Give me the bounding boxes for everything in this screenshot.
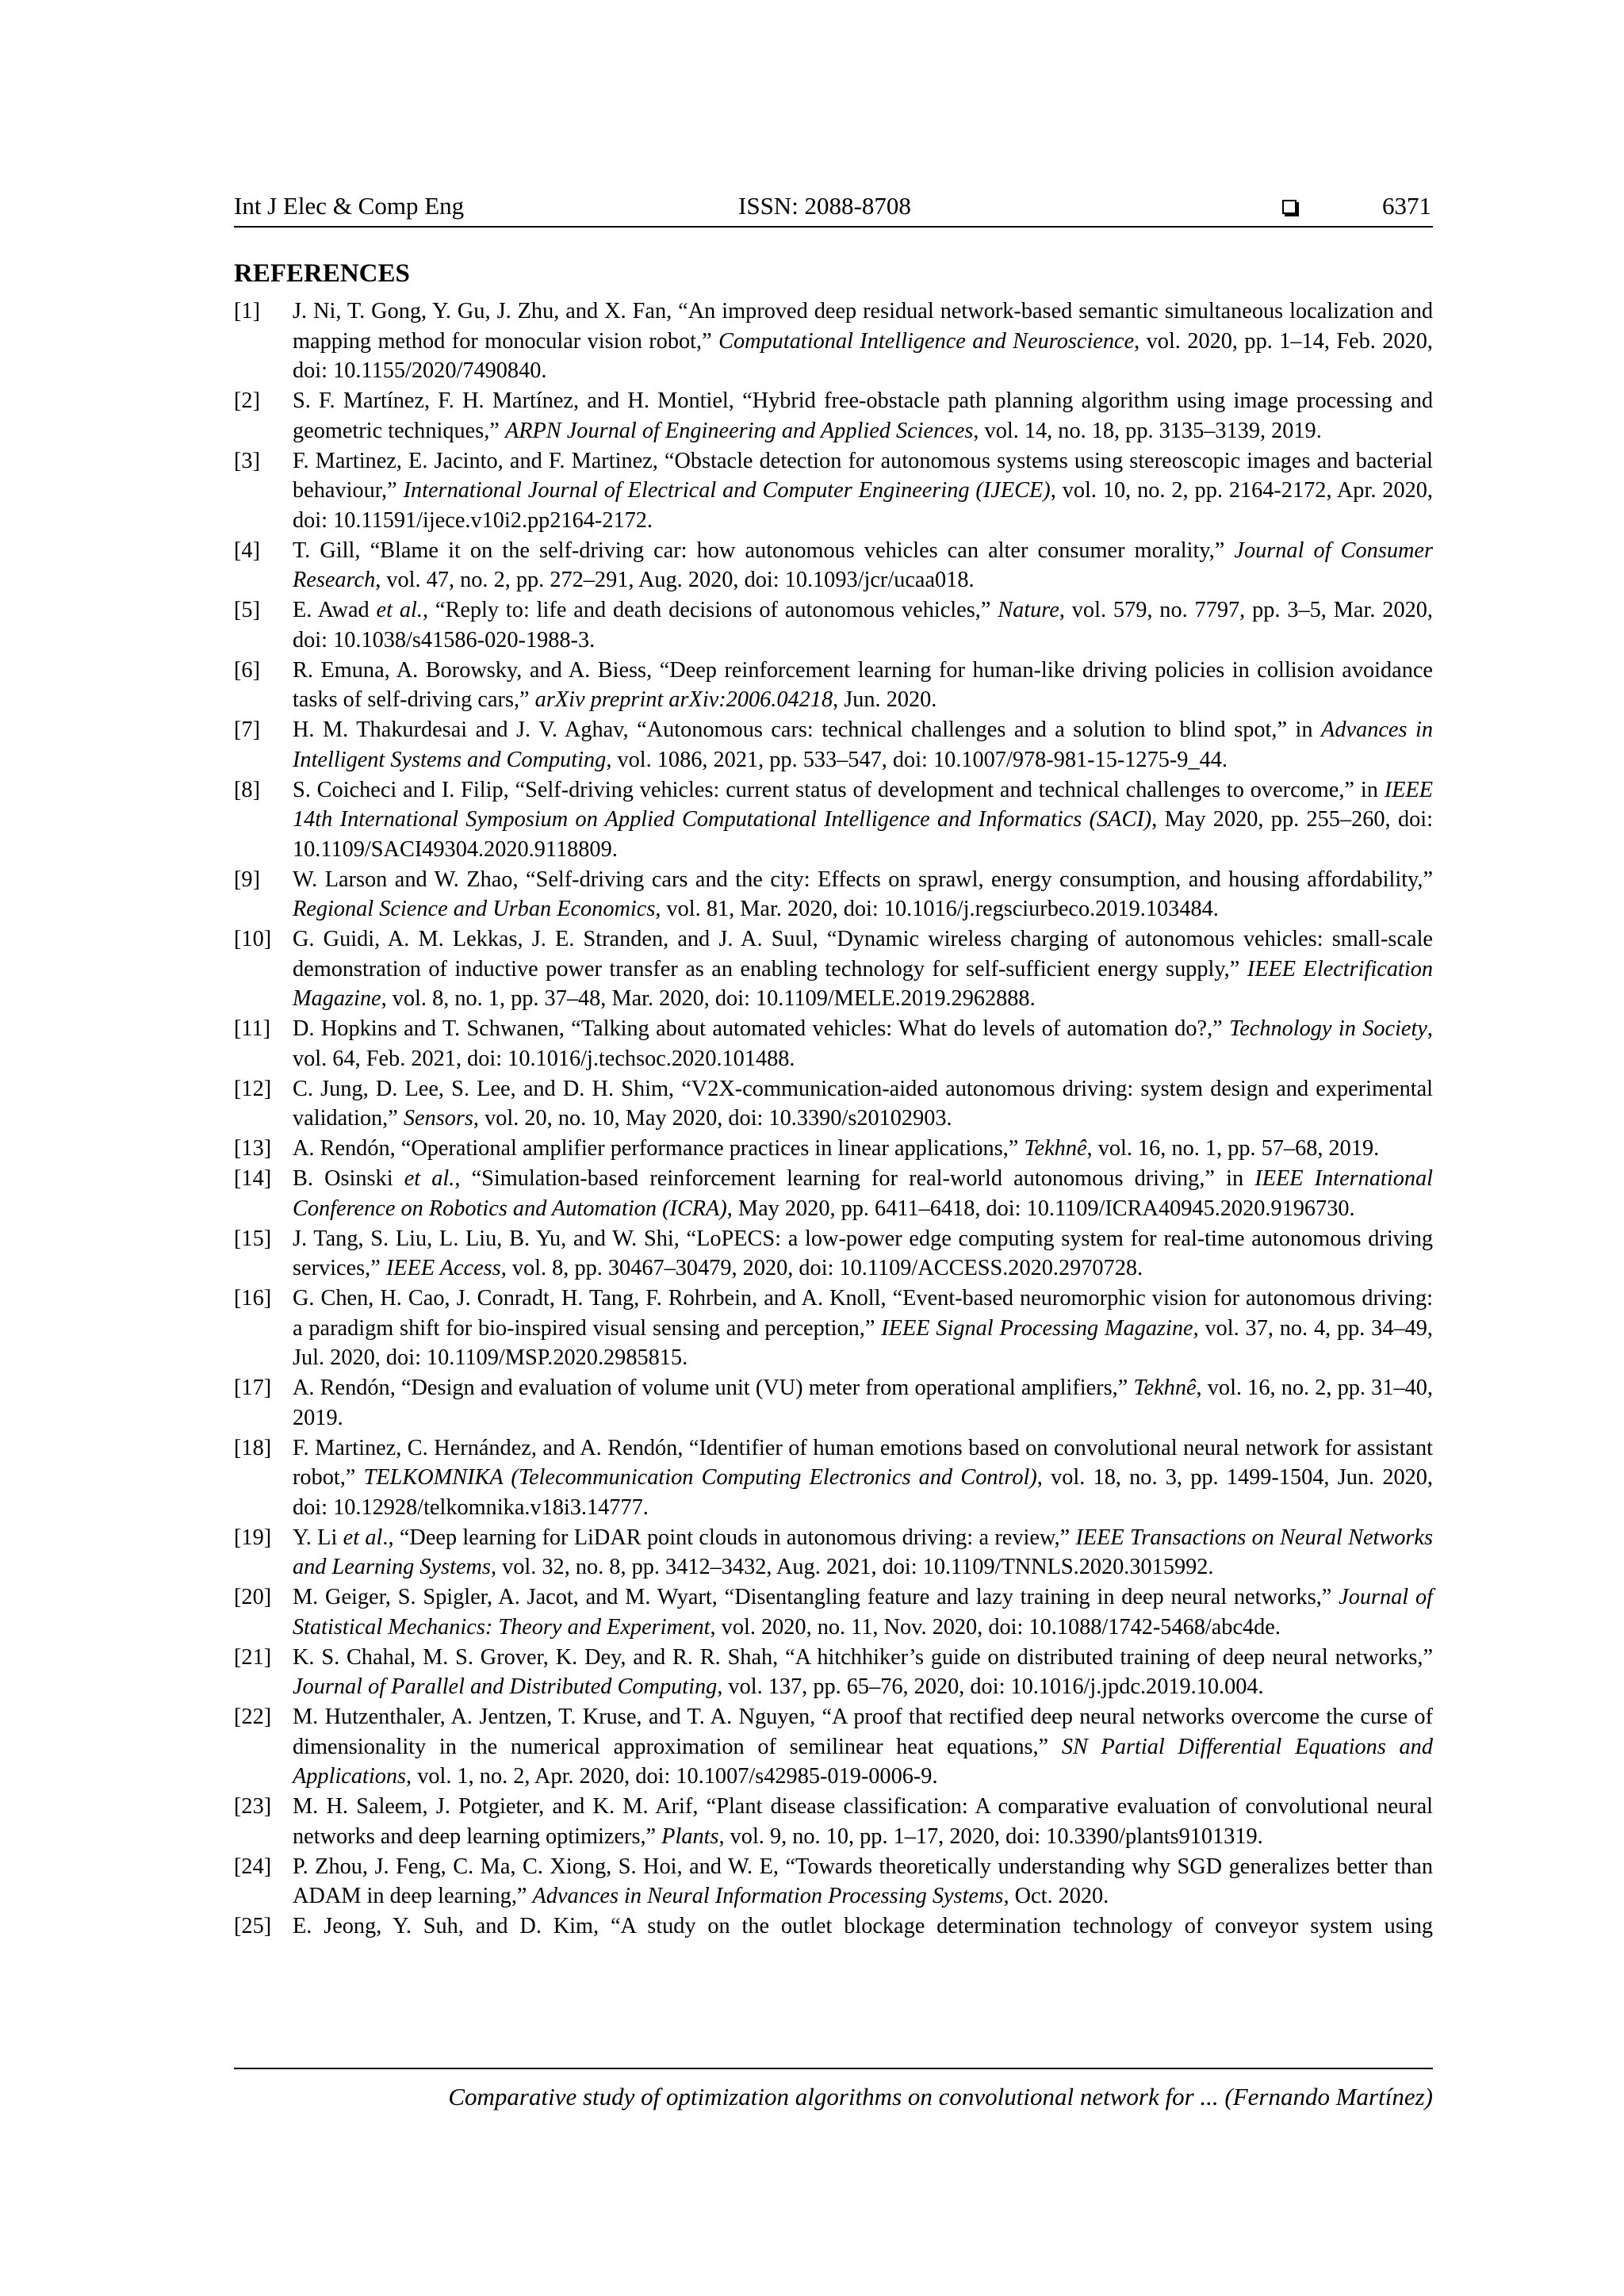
reference-text: G. Guidi, A. M. Lekkas, J. E. Stranden, and J. A. Suul, “Dynamic wireless charging of autonomous vehicles: small-scale demonstration of inductive power transfer as an enabling technology for self-sufficient energy supply,” IEEE Electrification Magazine, vol. 8, no. 1, pp. 37–48, Mar. 2020, doi: 10.1109/MELE.2019.2962888. <box>293 927 1433 1011</box>
reference-item <box>234 656 1433 715</box>
reference-number: [21] <box>234 1644 272 1670</box>
reference-item <box>234 1014 1433 1073</box>
reference-text: R. Emuna, A. Borowsky, and A. Biess, “Deep reinforcement learning for human-like driving policies in collision avoidance tasks of self-driving cars,” arXiv preprint arXiv:2006.04218, Jun. 2020. <box>293 657 1433 712</box>
reference-number: [4] <box>234 538 260 563</box>
reference-number: [25] <box>234 1914 272 1938</box>
reference-text: F. Martinez, E. Jacinto, and F. Martinez, “Obstacle detection for autonomous systems using stereoscopic images and bacterial behaviour,” International Journal of Electrical and Computer Engineering (IJECE), vol. 10, no. 2, pp. 2164-2172, Apr. 2020, doi: 10.11591/ijece.v10i2.pp2164-2172. <box>293 448 1433 533</box>
reference-number: [18] <box>234 1435 272 1460</box>
reference-item <box>234 1164 1433 1223</box>
reference-item <box>234 865 1433 924</box>
reference-text: A. Rendón, “Design and evaluation of volume unit (VU) meter from operational amplifiers,” Tekhnê, vol. 16, no. 2, pp. 31–40, 2019. <box>293 1376 1433 1430</box>
reference-item <box>234 1224 1433 1284</box>
reference-item <box>234 715 1433 775</box>
reference-text: M. Hutzenthaler, A. Jentzen, T. Kruse, and T. A. Nguyen, “A proof that rectified deep neural networks overcome the curse of dimensionality in the numerical approximation of semilinear heat equations,” SN Partial Differential Equations and Applications, vol. 1, no. 2, Apr. 2020, doi: 10.1007/s42985-019-0006-9. <box>293 1705 1433 1789</box>
reference-text: E. Jeong, Y. Suh, and D. Kim, “A study on the outlet blockage determination technology of conveyor system using <box>293 1914 1433 1938</box>
reference-text: W. Larson and W. Zhao, “Self-driving cars and the city: Effects on sprawl, energy consumption, and housing affordability,” Regional Science and Urban Economics, vol. 81, Mar. 2020, doi: 10.1016/j.regsciurbeco.2019.103484. <box>293 867 1433 921</box>
reference-item <box>234 1523 1433 1582</box>
reference-item <box>234 1074 1433 1134</box>
reference-number: [20] <box>234 1585 272 1609</box>
reference-item <box>234 446 1433 536</box>
reference-text: P. Zhou, J. Feng, C. Ma, C. Xiong, S. Hoi, and W. E, “Towards theoretically understanding why SGD generalizes better than ADAM in deep learning,” Advances in Neural Information Processing Systems, Oct. 2020. <box>293 1854 1433 1908</box>
reference-text: S. Coicheci and I. Filip, “Self-driving vehicles: current status of development and technical challenges to overcome,” in IEEE 14th International Symposium on Applied Computational Intelligence and Informatics (SACI), May 2020, pp. 255–260, doi: 10.1109/SACI49304.2020.9118809. <box>293 777 1433 862</box>
reference-number: [16] <box>234 1286 272 1311</box>
reference-number: [22] <box>234 1705 272 1729</box>
reference-number: [1] <box>234 299 260 323</box>
reference-text: Y. Li et al., “Deep learning for LiDAR point clouds in autonomous driving: a review,” IEEE Transactions on Neural Networks and Learning Systems, vol. 32, no. 8, pp. 3412–3432, Aug. 2021, doi: 10.1109/TNNLS.2020.3015992. <box>293 1525 1433 1579</box>
reference-number: [6] <box>234 657 260 683</box>
reference-item <box>234 1911 1433 1942</box>
reference-text: K. S. Chahal, M. S. Grover, K. Dey, and R. R. Shah, “A hitchhiker’s guide on distributed training of deep neural networks,” Journal of Parallel and Distributed Computing, vol. 137, pp. 65–76, 2020, doi: 10.1016/j.jpdc.2019.10.004. <box>293 1644 1433 1699</box>
reference-text: S. F. Martínez, F. H. Martínez, and H. Montiel, “Hybrid free-obstacle path planning algorithm using image processing and geometric techniques,” ARPN Journal of Engineering and Applied Sciences, vol. 14, no. 18, pp. 3135–3139, 2019. <box>293 388 1433 443</box>
reference-item <box>234 1582 1433 1642</box>
header-rule <box>234 226 1433 228</box>
reference-text: J. Ni, T. Gong, Y. Gu, J. Zhu, and X. Fan, “An improved deep residual network-based semantic simultaneous localization and mapping method for monocular vision robot,” Computational Intelligence and Neuroscience, vol. 2020, pp. 1–14, Feb. 2020, doi: 10.1155/2020/7490840. <box>293 299 1433 383</box>
reference-item <box>234 1702 1433 1792</box>
reference-text: T. Gill, “Blame it on the self-driving car: how autonomous vehicles can alter consumer morality,” Journal of Consumer Research, vol. 47, no. 2, pp. 272–291, Aug. 2020, doi: 10.1093/jcr/ucaa018. <box>293 538 1433 592</box>
reference-number: [10] <box>234 927 272 951</box>
reference-number: [17] <box>234 1376 272 1400</box>
reference-text: A. Rendón, “Operational amplifier performance practices in linear applications,” Tekhnê, vol. 16, no. 1, pp. 57–68, 2019. <box>293 1136 1380 1161</box>
reference-text: B. Osinski et al., “Simulation-based reinforcement learning for real-world autonomous driving,” in IEEE International Conference on Robotics and Automation (ICRA), May 2020, pp. 6411–6418, doi: 10.1109/ICRA40945.2020.9196730. <box>293 1166 1434 1221</box>
reference-item <box>234 775 1433 865</box>
reference-item <box>234 297 1433 386</box>
reference-text: C. Jung, D. Lee, S. Lee, and D. H. Shim, “V2X-communication-aided autonomous driving: system design and experimental validation,” Sensors, vol. 20, no. 10, May 2020, doi: 10.3390/s20102903. <box>293 1076 1433 1131</box>
reference-number: [15] <box>234 1226 272 1251</box>
reference-item <box>234 595 1433 655</box>
reference-text: E. Awad et al., “Reply to: life and death decisions of autonomous vehicles,” Nature, vol. 579, no. 7797, pp. 3–5, Mar. 2020, doi: 10.1038/s41586-020-1988-3. <box>293 598 1433 652</box>
reference-item <box>234 1134 1433 1164</box>
reference-number: [24] <box>234 1854 272 1879</box>
reference-number: [3] <box>234 448 260 473</box>
header-box-icon <box>1282 200 1297 214</box>
footer-rule <box>234 2068 1433 2069</box>
reference-item <box>234 536 1433 595</box>
reference-item <box>234 924 1433 1014</box>
reference-number: [2] <box>234 388 260 413</box>
reference-text: M. H. Saleem, J. Potgieter, and K. M. Arif, “Plant disease classification: A comparative evaluation of convolutional neural networks and deep learning optimizers,” Plants, vol. 9, no. 10, pp. 1–17, 2020, doi: 10.3390/plants9101319. <box>293 1794 1433 1849</box>
reference-item <box>234 1284 1433 1373</box>
page-number: 6371 <box>1382 192 1431 220</box>
reference-item <box>234 1373 1433 1433</box>
reference-number: [14] <box>234 1166 272 1191</box>
reference-text: G. Chen, H. Cao, J. Conradt, H. Tang, F. Rohrbein, and A. Knoll, “Event-based neuromorphic vision for autonomous driving: a paradigm shift for bio-inspired visual sensing and perception,” IEEE Signal Processing Magazine, vol. 37, no. 4, pp. 34–49, Jul. 2020, doi: 10.1109/MSP.2020.2985815. <box>293 1286 1433 1370</box>
reference-number: [9] <box>234 867 260 892</box>
reference-text: F. Martinez, C. Hernández, and A. Rendón, “Identifier of human emotions based on convolutional neural network for assistant robot,” TELKOMNIKA (Telecommunication Computing Electronics and Control), vol. 18, no. 3, pp. 1499-1504, Jun. 2020, doi: 10.12928/telkomnika.v18i3.14777. <box>293 1435 1433 1520</box>
reference-item <box>234 386 1433 446</box>
reference-text: M. Geiger, S. Spigler, A. Jacot, and M. Wyart, “Disentangling feature and lazy training in deep neural networks,” Journal of Statistical Mechanics: Theory and Experiment, vol. 2020, no. 11, Nov. 2020, doi: 10.1088/1742-5468/abc4de. <box>293 1585 1433 1640</box>
reference-number: [19] <box>234 1525 272 1550</box>
reference-item <box>234 1433 1433 1523</box>
reference-text: J. Tang, S. Liu, L. Liu, B. Yu, and W. Shi, “LoPECS: a low-power edge computing system for real-time autonomous driving services,” IEEE Access, vol. 8, pp. 30467–30479, 2020, doi: 10.1109/ACCESS.2020.2970728. <box>293 1226 1433 1280</box>
reference-number: [23] <box>234 1794 272 1819</box>
references-heading: REFERENCES <box>234 259 410 288</box>
reference-number: [12] <box>234 1076 272 1101</box>
running-header-issn: ISSN: 2088-8708 <box>738 192 911 220</box>
reference-number: [5] <box>234 598 260 622</box>
reference-item <box>234 1852 1433 1911</box>
reference-number: [8] <box>234 777 260 802</box>
reference-number: [11] <box>234 1016 271 1041</box>
reference-number: [7] <box>234 718 260 742</box>
reference-list <box>234 297 1433 1942</box>
running-footer: Comparative study of optimization algorithms on convolutional network for ... (Fernando Martínez) <box>448 2083 1433 2110</box>
reference-number: [13] <box>234 1136 272 1161</box>
running-header-journal: Int J Elec & Comp Eng <box>234 192 465 220</box>
reference-text: H. M. Thakurdesai and J. V. Aghav, “Autonomous cars: technical challenges and a solution to blind spot,” in Advances in Intelligent Systems and Computing, vol. 1086, 2021, pp. 533–547, doi: 10.1007/978-981-15-1275-9_44. <box>293 718 1433 772</box>
reference-text: D. Hopkins and T. Schwanen, “Talking about automated vehicles: What do levels of automation do?,” Technology in Society, vol. 64, Feb. 2021, doi: 10.1016/j.techsoc.2020.101488. <box>293 1016 1433 1071</box>
reference-item <box>234 1792 1433 1851</box>
reference-item <box>234 1643 1433 1702</box>
